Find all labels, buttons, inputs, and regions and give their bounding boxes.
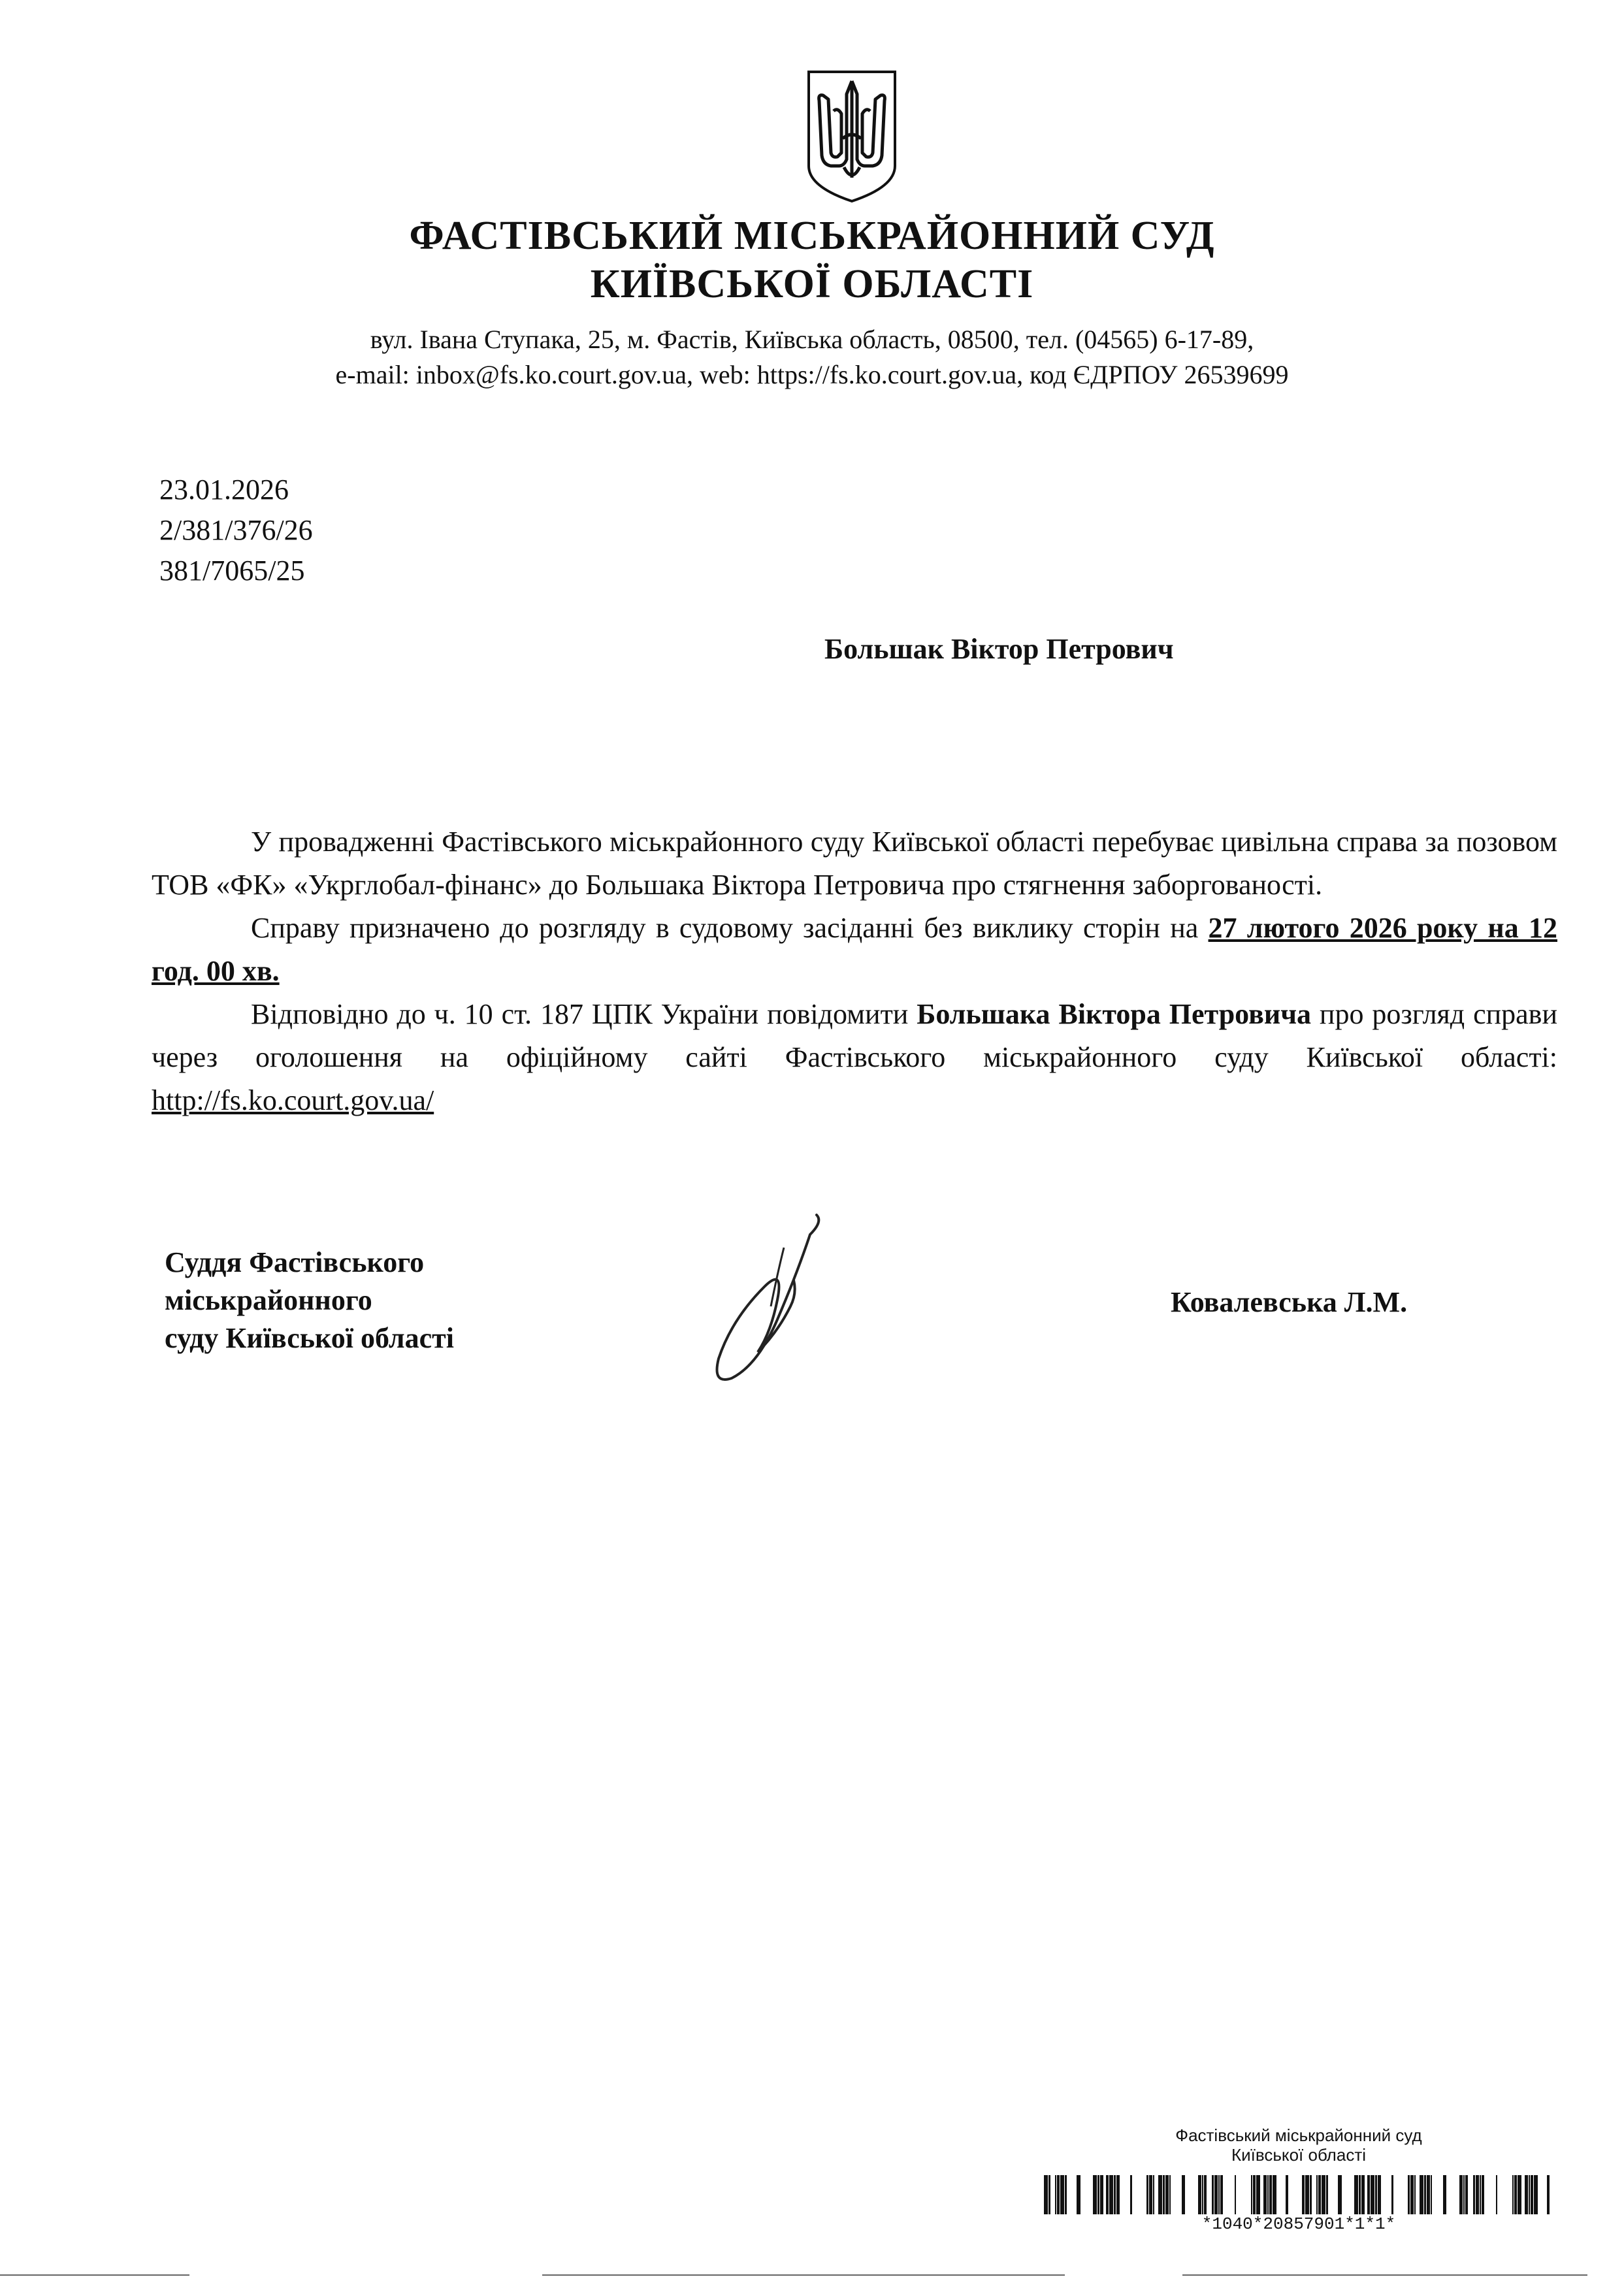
- barcode-bar: [1316, 2175, 1318, 2214]
- barcode-bar: [1529, 2175, 1530, 2214]
- barcode-bar: [1465, 2175, 1468, 2214]
- barcode-bar: [1443, 2175, 1446, 2214]
- court-website-link[interactable]: http://fs.ko.court.gov.ua/: [152, 1084, 434, 1116]
- court-name-line2: КИЇВСЬКОЇ ОБЛАСТІ: [590, 262, 1034, 306]
- barcode-bar: [1496, 2175, 1497, 2214]
- barcode-bar: [1534, 2175, 1538, 2214]
- barcode-bar: [1482, 2175, 1484, 2214]
- stamp-line2: Київської області: [1231, 2145, 1367, 2165]
- barcode-bar: [1251, 2175, 1252, 2214]
- barcode-bar: [1371, 2175, 1374, 2214]
- barcode-bar: [1480, 2175, 1481, 2214]
- recipient-name: Большак Віктор Петрович: [824, 633, 1174, 665]
- registration-stamp: [1044, 2125, 1553, 2165]
- handwritten-signature: [679, 1208, 836, 1391]
- barcode-bar: [1114, 2175, 1116, 2214]
- barcode-bar: [1354, 2175, 1358, 2214]
- barcode-bar: [1367, 2175, 1370, 2214]
- notice-text-cont: про розгляд справи через оголошення на офіційному сайті Фастівського міськрайонного суду Київської області:: [152, 998, 1557, 1073]
- barcode-bar: [1116, 2175, 1120, 2214]
- barcode-bar: [1267, 2175, 1269, 2214]
- barcode-bar: [1378, 2175, 1381, 2214]
- notice-text: Відповідно до ч. 10 ст. 187 ЦПК України повідомити: [251, 998, 917, 1030]
- barcode-bar: [1165, 2175, 1169, 2214]
- notified-person: Большака Віктора Петровича: [917, 998, 1312, 1030]
- court-contacts: e-mail: inbox@fs.ko.court.gov.ua, web: https://fs.ko.court.gov.ua, код ЄДРПОУ 26539699: [335, 360, 1289, 389]
- barcode-bar: [1055, 2175, 1056, 2214]
- barcode-bar: [1286, 2175, 1288, 2214]
- barcode-bar: [1060, 2175, 1064, 2214]
- barcode-bar: [1214, 2175, 1218, 2214]
- barcode-bar: [1326, 2175, 1328, 2214]
- footer-divider-middle: [542, 2274, 1065, 2276]
- barcode-bar: [1459, 2175, 1463, 2214]
- barcode-bar: [1253, 2175, 1256, 2214]
- stamp-line1: Фастівський міськрайонний суд: [1175, 2125, 1422, 2145]
- letter-body: [152, 820, 1557, 1122]
- barcode-bar: [1158, 2175, 1162, 2214]
- barcode-number: *1040*20857901*1*1*: [1201, 2214, 1396, 2234]
- paragraph-case-info: У провадженні Фастівського міськрайонного суду Київської області перебуває цивільна справа за позовом ТОВ «ФК» «Укрглобал-фінанс» до Большака Віктора Петровича про стягнення заборгованості.: [152, 826, 1557, 901]
- barcode-bar: [1093, 2175, 1097, 2214]
- barcode-bar: [1531, 2175, 1533, 2214]
- barcode-bar: [1077, 2175, 1080, 2214]
- coat-of-arms-icon: [805, 68, 899, 205]
- barcode-bar: [1212, 2175, 1214, 2214]
- barcode-bar: [1310, 2175, 1312, 2214]
- footer-divider-left: [0, 2274, 189, 2276]
- barcode-bar: [1198, 2175, 1201, 2214]
- barcode-bar: [1044, 2175, 1048, 2214]
- barcode-bar: [1512, 2175, 1514, 2214]
- barcode: [1044, 2175, 1553, 2214]
- barcode-bar: [1318, 2175, 1321, 2214]
- barcode-bar: [1463, 2175, 1465, 2214]
- barcode-bar: [1525, 2175, 1528, 2214]
- barcode-bar: [1305, 2175, 1309, 2214]
- barcode-bar: [1218, 2175, 1220, 2214]
- barcode-bar: [1097, 2175, 1099, 2214]
- barcode-bar: [1273, 2175, 1276, 2214]
- barcode-bar: [1048, 2175, 1050, 2214]
- barcode-bar: [1163, 2175, 1165, 2214]
- barcode-bar: [1169, 2175, 1171, 2214]
- barcode-bar: [1476, 2175, 1479, 2214]
- barcode-bar: [1322, 2175, 1325, 2214]
- barcode-bar: [1518, 2175, 1521, 2214]
- barcode-bar: [1202, 2175, 1203, 2214]
- barcode-bar: [1057, 2175, 1060, 2214]
- barcode-bar: [1338, 2175, 1342, 2214]
- barcode-bar: [1220, 2175, 1223, 2214]
- outgoing-number: 2/381/376/26: [159, 514, 313, 546]
- court-address: вул. Івана Ступака, 25, м. Фастів, Київська область, 08500, тел. (04565) 6-17-89,: [370, 325, 1254, 354]
- barcode-bar: [1130, 2175, 1132, 2214]
- barcode-bar: [1263, 2175, 1267, 2214]
- barcode-bar: [1146, 2175, 1148, 2214]
- barcode-bar: [1410, 2175, 1414, 2214]
- barcode-bar: [1204, 2175, 1207, 2214]
- barcode-bar: [1302, 2175, 1305, 2214]
- barcode-bar: [1473, 2175, 1475, 2214]
- barcode-bar: [1269, 2175, 1272, 2214]
- barcode-bar: [1149, 2175, 1152, 2214]
- barcode-bar: [1375, 2175, 1377, 2214]
- paragraph-notice: [152, 993, 1557, 1122]
- barcode-bar: [1431, 2175, 1432, 2214]
- barcode-bar: [1235, 2175, 1236, 2214]
- footer-divider-right: [1182, 2274, 1587, 2276]
- judge-position-line2: міськрайонного: [165, 1284, 372, 1316]
- barcode-bar: [1153, 2175, 1154, 2214]
- paragraph-hearing: [152, 907, 1557, 993]
- barcode-bar: [1424, 2175, 1426, 2214]
- barcode-bar: [1109, 2175, 1113, 2214]
- barcode-bar: [1514, 2175, 1517, 2214]
- barcode-bar: [1106, 2175, 1109, 2214]
- barcode-bar: [1182, 2175, 1185, 2214]
- barcode-bar: [1427, 2175, 1430, 2214]
- court-name-line1: ФАСТІВСЬКИЙ МІСЬКРАЙОННИЙ СУД: [409, 214, 1215, 258]
- signer-name: Ковалевська Л.М.: [1171, 1286, 1408, 1318]
- hearing-text: Справу призначено до розгляду в судовому засіданні без виклику сторін на: [251, 912, 1209, 944]
- hearing-date: 27 лютого 2026 року на 12 год. 00 хв.: [152, 912, 1557, 987]
- case-number: 381/7065/25: [159, 555, 305, 587]
- barcode-bar: [1420, 2175, 1423, 2214]
- barcode-bar: [1414, 2175, 1416, 2214]
- barcode-bar: [1256, 2175, 1260, 2214]
- barcode-bar: [1359, 2175, 1361, 2214]
- barcode-bar: [1065, 2175, 1067, 2214]
- judge-position-line1: Суддя Фастівського: [165, 1246, 425, 1278]
- barcode-bar: [1391, 2175, 1393, 2214]
- judge-position: [165, 1244, 454, 1357]
- barcode-bar: [1100, 2175, 1103, 2214]
- judge-position-line3: суду Київської області: [165, 1322, 454, 1354]
- barcode-bar: [1547, 2175, 1550, 2214]
- document-date: 23.01.2026: [159, 474, 289, 506]
- barcode-bar: [1408, 2175, 1410, 2214]
- barcode-bar: [1361, 2175, 1365, 2214]
